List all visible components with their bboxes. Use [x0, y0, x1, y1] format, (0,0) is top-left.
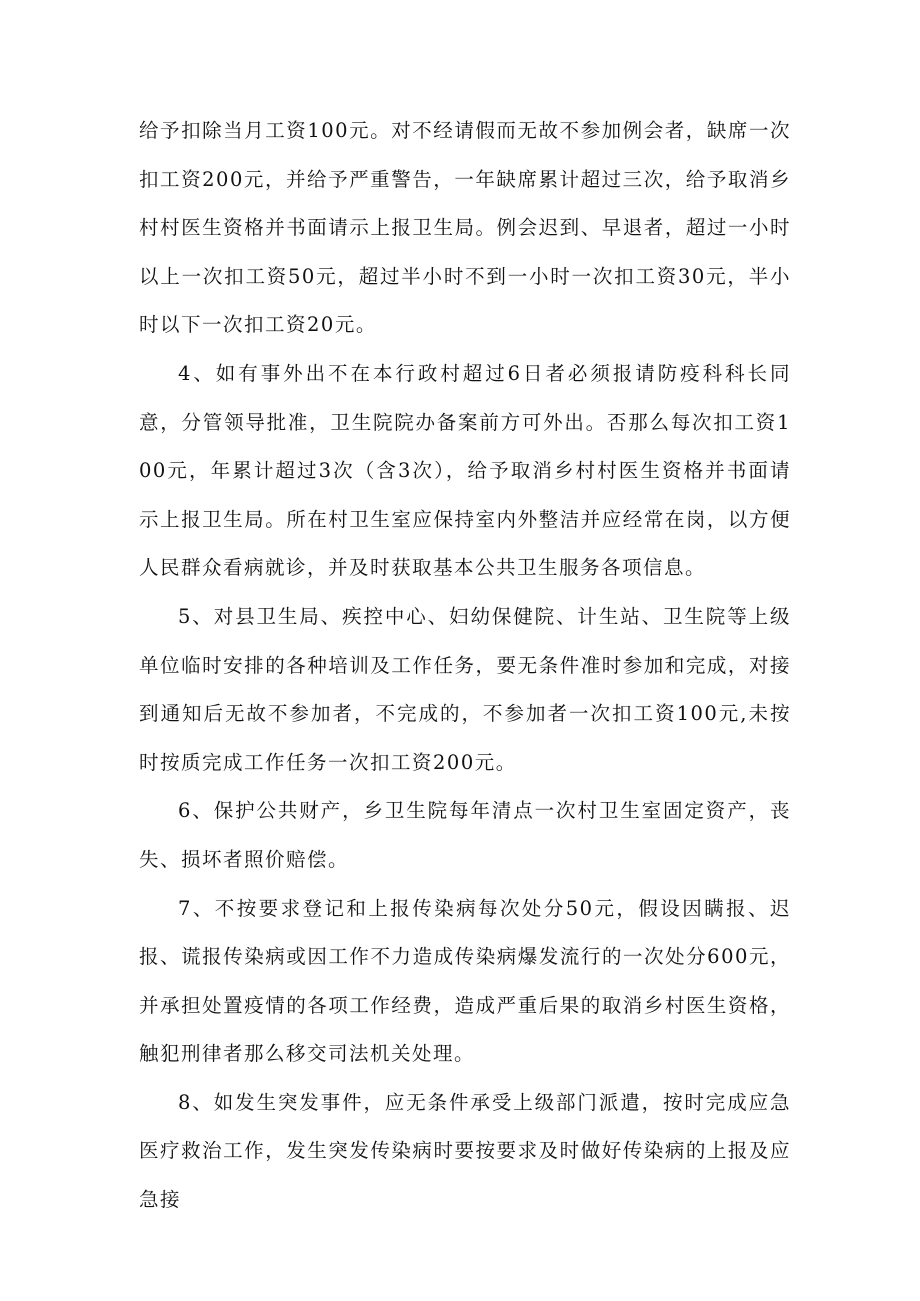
paragraph-continued: 给予扣除当月工资100元。对不经请假而无故不参加例会者，缺席一次扣工资200元，并给予严重警告，一年缺席累计超过三次，给予取消乡村村医生资格并书面请示上报卫生局。例会迟到、早退者，超过一小时以上一次扣工资50元，超过半小时不到一小时一次扣工资30元，半小时以下一次扣工资20元。 — [139, 119, 791, 337]
paragraph-item-4: 4、如有事外出不在本行政村超过6日者必须报请防疫科科长同意，分管领导批准，卫生院院办备案前方可外出。否那么每次扣工资100元，年累计超过3次（含3次），给予取消乡村村医生资格并书面请示上报卫生局。所在村卫生室应保持室内外整洁并应经常在岗，以方便人民群众看病就诊，并及时获取基本公共卫生服务各项信息。 — [139, 361, 791, 580]
paragraph-item-8: 8、如发生突发事件，应无条件承受上级部门派遣，按时完成应急医疗救治工作，发生突发传染病时要按要求及时做好传染病的上报及应急接 — [139, 1090, 791, 1212]
document-body — [139, 107, 791, 1225]
paragraph-item-6: 6、保护公共财产，乡卫生院每年清点一次村卫生室固定资产，丧失、损坏者照价赔偿。 — [139, 799, 791, 871]
paragraph-item-7: 7、不按要求登记和上报传染病每次处分50元，假设因瞒报、迟报、谎报传染病或因工作不力造成传染病爆发流行的一次处分600元，并承担处置疫情的各项工作经费，造成严重后果的取消乡村医生资格，触犯刑律者那么移交司法机关处理。 — [139, 896, 791, 1066]
paragraph-item-5: 5、对县卫生局、疾控中心、妇幼保健院、计生站、卫生院等上级单位临时安排的各种培训及工作任务，要无条件准时参加和完成，对接到通知后无故不参加者，不完成的，不参加者一次扣工资100元,未按时按质完成工作任务一次扣工资200元。 — [139, 604, 791, 774]
